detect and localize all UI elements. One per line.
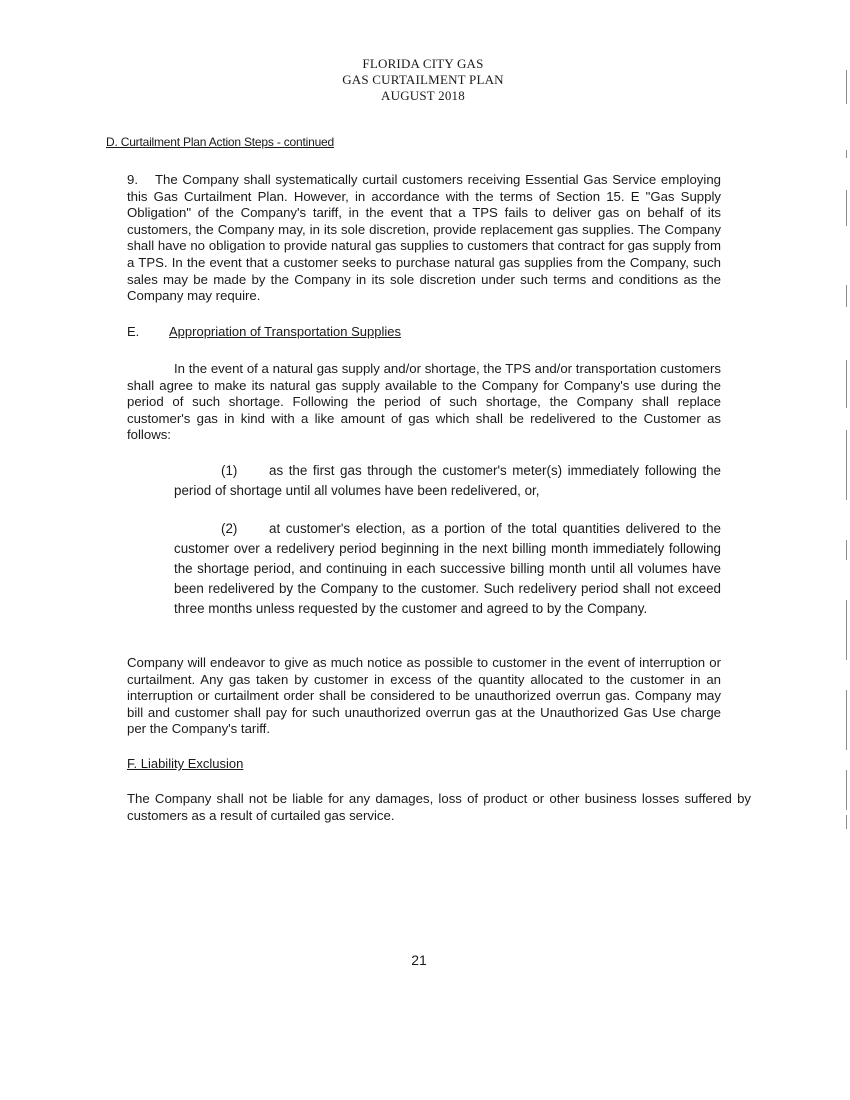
section-e-heading bbox=[127, 324, 401, 339]
section-d-heading: D. Curtailment Plan Action Steps - continued bbox=[106, 135, 334, 149]
scan-edge-mark bbox=[846, 430, 847, 500]
section-f-heading: F. Liability Exclusion bbox=[127, 756, 244, 771]
scan-edge-mark bbox=[846, 690, 847, 750]
header-company: FLORIDA CITY GAS bbox=[362, 56, 484, 71]
section-f-text: The Company shall not be liable for any damages, loss of product or other business losses suffered by customers as a result of curtailed gas service. bbox=[127, 791, 751, 823]
scan-edge-mark bbox=[846, 600, 847, 660]
header-date: AUGUST 2018 bbox=[381, 88, 465, 103]
item-number: 9. bbox=[127, 172, 138, 187]
page-number: 21 bbox=[411, 952, 427, 968]
section-e-letter: E. bbox=[127, 324, 140, 339]
scan-edge-mark bbox=[846, 770, 847, 810]
scan-edge-mark bbox=[846, 815, 847, 829]
option-number: (2) bbox=[221, 521, 238, 536]
scan-edge-mark bbox=[846, 540, 847, 560]
scan-edge-mark bbox=[846, 285, 847, 307]
scan-edge-mark bbox=[846, 190, 847, 226]
scan-edge-mark bbox=[846, 150, 847, 158]
option-text: at customer's election, as a portion of the total quantities delivered to the customer over a redelivery period beginning in the next billing month immediately following the shortage period, and continuing in each successive billing month until all volumes have been redelivered by the Company to the customer. Such redelivery period shall not exceed three months unless requested by the customer and agreed to by the Company. bbox=[174, 521, 721, 616]
scan-edge-mark bbox=[846, 70, 847, 104]
section-e-intro: In the event of a natural gas supply and/or shortage, the TPS and/or transportation customers shall agree to make its natural gas supply available to the Company for Company's use during the period of such shortage. Following the period of such shortage, the Company shall replace customer's gas in kind with a like amount of gas which shall be redelivered to the Customer as follows: bbox=[127, 361, 721, 443]
redelivery-option-2 bbox=[174, 519, 721, 619]
section-e-title: Appropriation of Transportation Supplies bbox=[169, 324, 401, 339]
option-text: as the first gas through the customer's meter(s) immediately following the period of shortage until all volumes have been redelivered, or, bbox=[174, 463, 721, 498]
section-d-item-9 bbox=[127, 172, 721, 305]
section-e-closing: Company will endeavor to give as much notice as possible to customer in the event of interruption or curtailment. Any gas taken by customer in excess of the quantity allocated to the customer in an interruption or curtailment order shall be considered to be unauthorized overrun gas. Company may bill and customer shall pay for such unauthorized overrun gas at the Unauthorized Gas Use charge per the Company's tariff. bbox=[127, 655, 721, 737]
redelivery-option-1 bbox=[174, 461, 721, 501]
option-number: (1) bbox=[221, 463, 238, 478]
scan-edge-mark bbox=[846, 360, 847, 408]
item-text: The Company shall systematically curtail customers receiving Essential Gas Service employing this Gas Curtailment Plan. However, in accordance with the terms of Section 15. E "Gas Supply Obligation" of the Company's tariff, in the event that a TPS fails to deliver gas on behalf of its customers, the Company may, in its sole discretion, provide replacement gas supplies. The Company shall have no obligation to provide natural gas supplies to customers that contract for gas supply from a TPS. In the event that a customer seeks to purchase natural gas supplies from the Company, such sales may be made by the Company in its sole discretion under such terms and conditions as the Company may require. bbox=[127, 172, 721, 304]
document-header bbox=[0, 56, 846, 104]
header-plan-title: GAS CURTAILMENT PLAN bbox=[342, 72, 504, 87]
